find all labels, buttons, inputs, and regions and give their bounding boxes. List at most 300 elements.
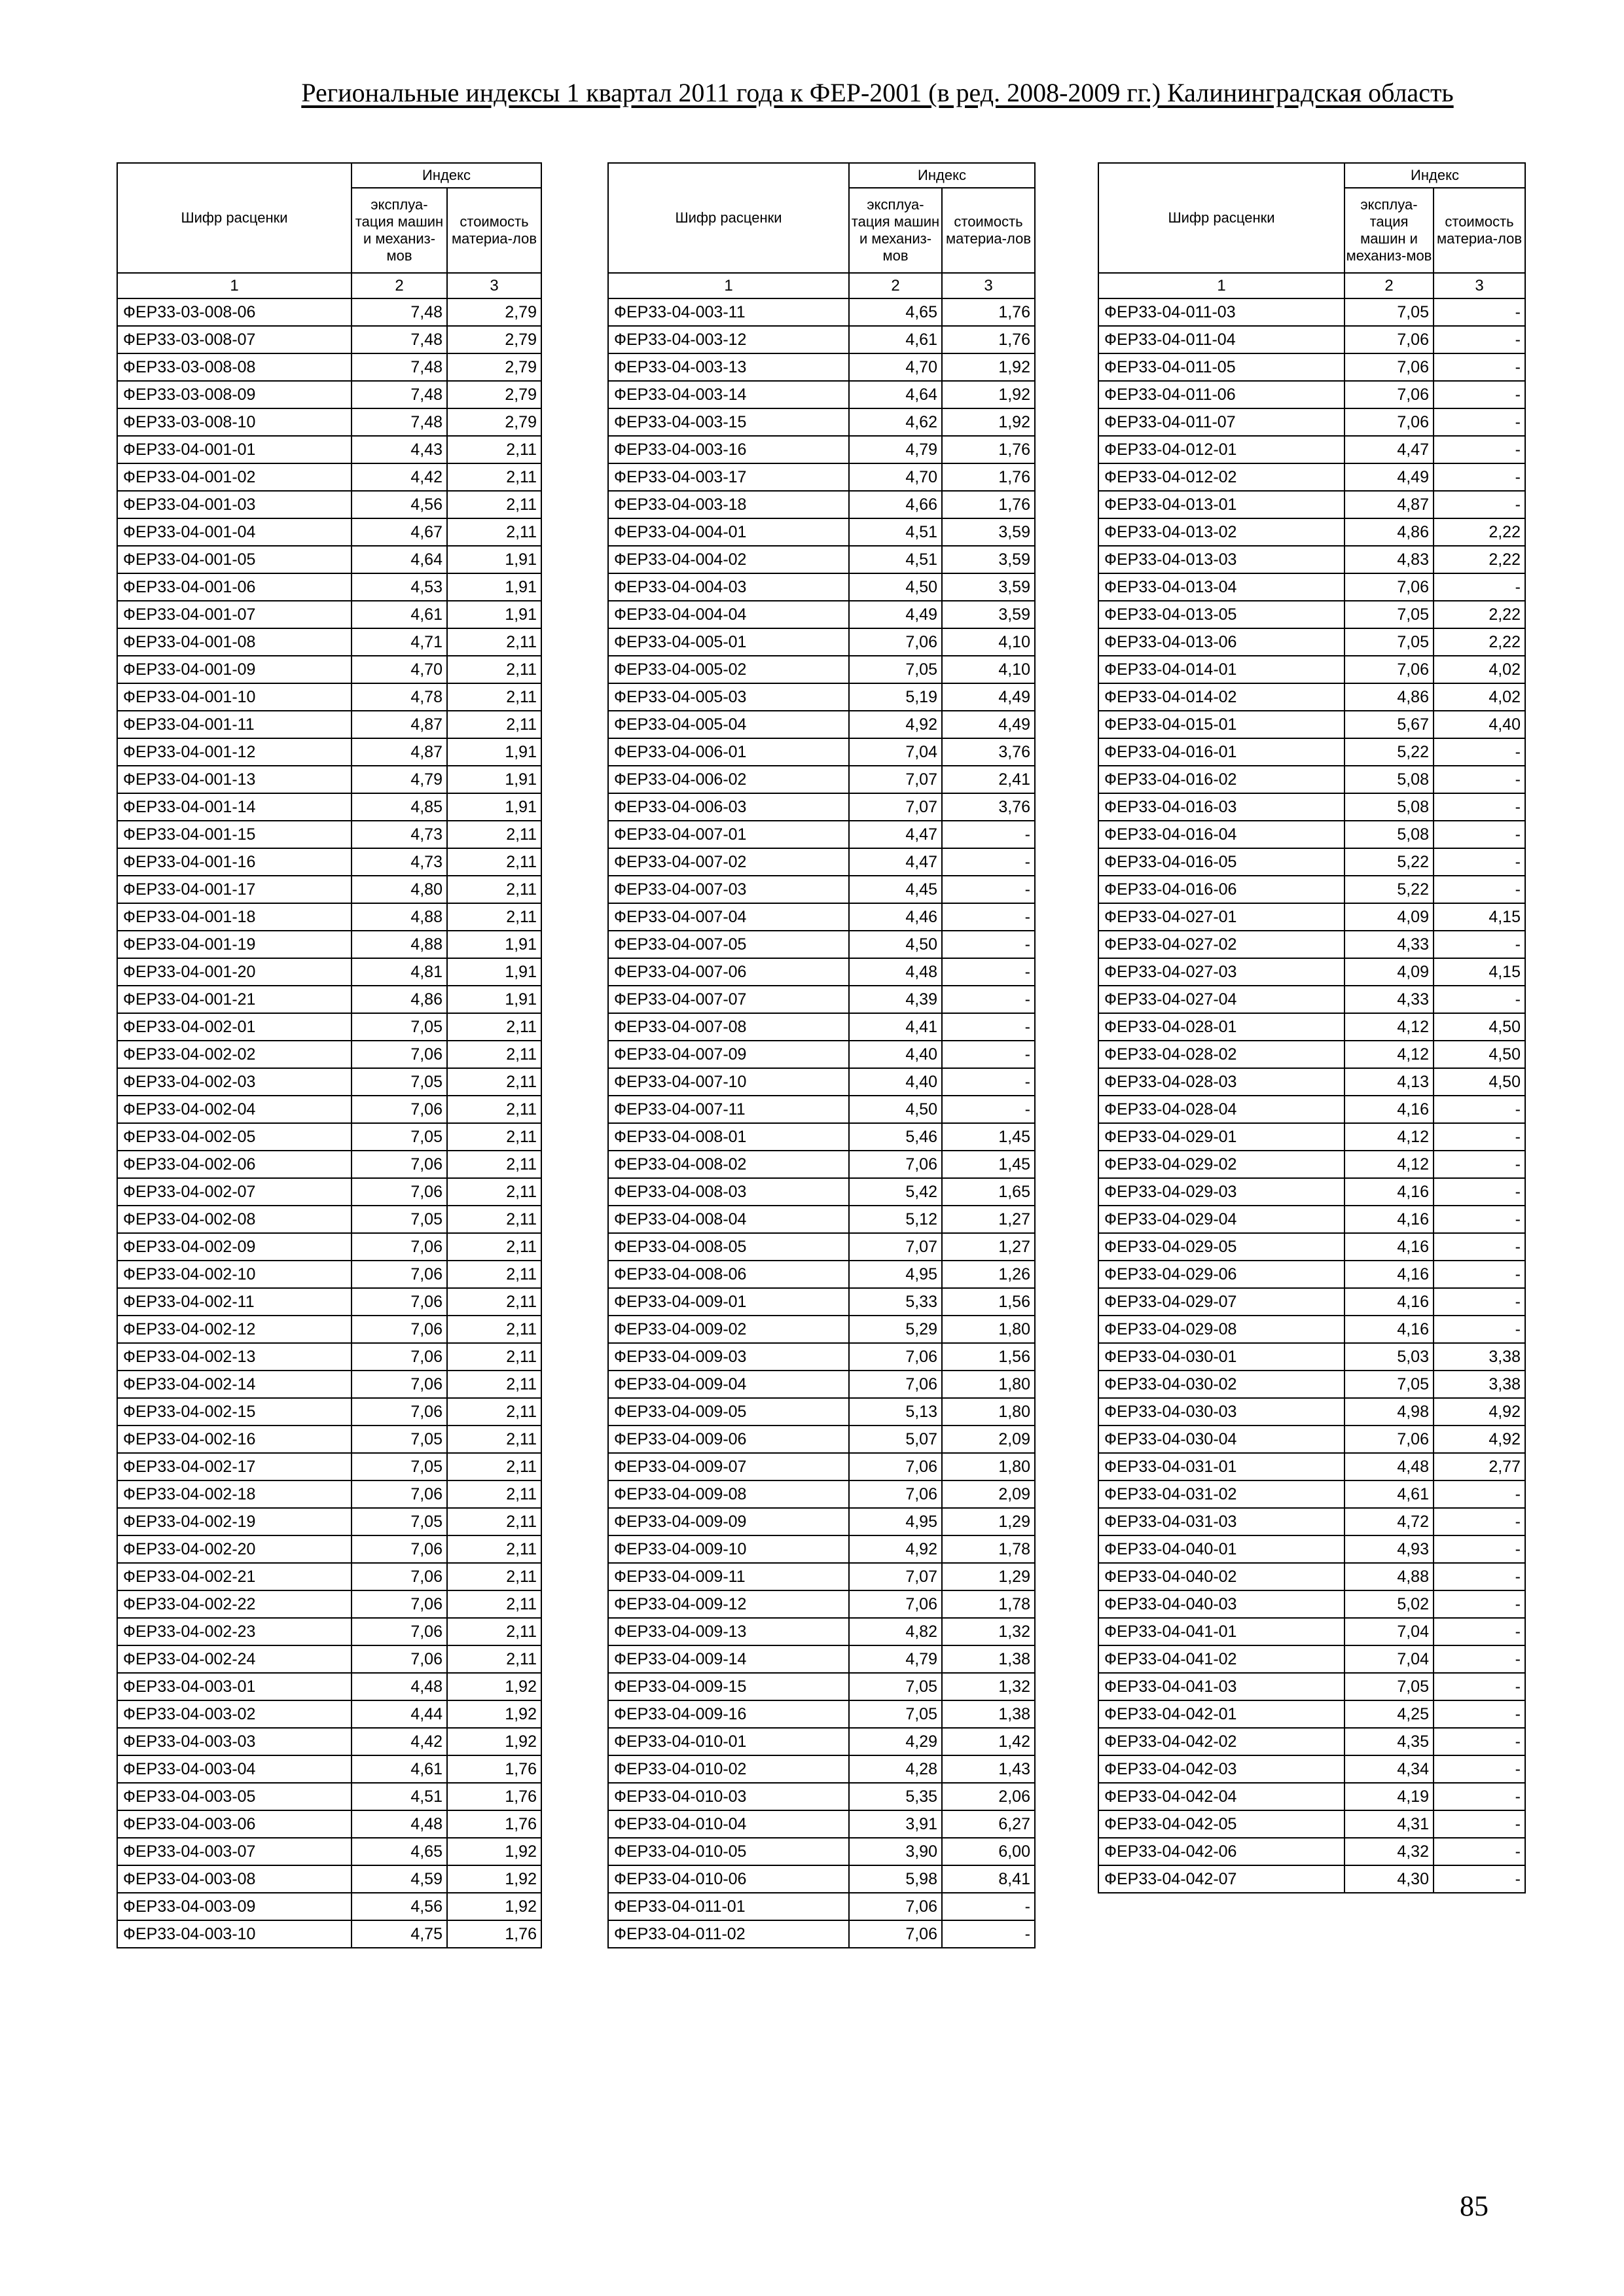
rate-code-cell: ФЕР33-04-002-09 bbox=[117, 1233, 352, 1261]
rate-code-cell: ФЕР33-04-009-03 bbox=[608, 1343, 849, 1371]
machines-index-cell: 7,06 bbox=[352, 1535, 447, 1563]
machines-index-cell: 4,56 bbox=[352, 1893, 447, 1920]
machines-index-cell: 7,06 bbox=[352, 1233, 447, 1261]
machines-index-cell: 7,05 bbox=[352, 1013, 447, 1041]
machines-index-cell: 4,71 bbox=[352, 628, 447, 656]
table-row bbox=[117, 1288, 541, 1316]
machines-index-cell: 4,16 bbox=[1344, 1096, 1434, 1123]
rate-code-cell: ФЕР33-04-002-02 bbox=[117, 1041, 352, 1068]
machines-index-cell: 4,33 bbox=[1344, 931, 1434, 958]
machines-index-cell: 7,05 bbox=[1344, 1371, 1434, 1398]
machines-index-cell: 7,05 bbox=[849, 1700, 942, 1728]
table-row bbox=[1098, 1453, 1525, 1480]
rate-code-cell: ФЕР33-04-009-07 bbox=[608, 1453, 849, 1480]
rate-code-cell: ФЕР33-04-001-03 bbox=[117, 491, 352, 518]
machines-index-cell: 4,95 bbox=[849, 1261, 942, 1288]
materials-index-cell: 2,79 bbox=[447, 298, 541, 326]
machines-index-cell: 4,98 bbox=[1344, 1398, 1434, 1426]
table-row bbox=[1098, 1041, 1525, 1068]
machines-index-cell: 7,07 bbox=[849, 1233, 942, 1261]
materials-index-cell: 3,76 bbox=[942, 793, 1035, 821]
machines-index-cell: 7,04 bbox=[849, 738, 942, 766]
machines-index-cell: 4,13 bbox=[1344, 1068, 1434, 1096]
rate-code-cell: ФЕР33-04-016-03 bbox=[1098, 793, 1344, 821]
machines-index-cell: 5,67 bbox=[1344, 711, 1434, 738]
machines-index-cell: 4,50 bbox=[849, 931, 942, 958]
materials-index-cell: 2,11 bbox=[447, 628, 541, 656]
machines-index-cell: 4,19 bbox=[1344, 1783, 1434, 1810]
table-row bbox=[117, 1480, 541, 1508]
rate-code-cell: ФЕР33-04-006-03 bbox=[608, 793, 849, 821]
materials-index-cell: 1,91 bbox=[447, 601, 541, 628]
machines-index-cell: 7,06 bbox=[352, 1151, 447, 1178]
materials-index-cell: 1,78 bbox=[942, 1590, 1035, 1618]
materials-index-cell: - bbox=[1434, 1288, 1525, 1316]
machines-index-cell: 7,06 bbox=[352, 1316, 447, 1343]
rate-code-cell: ФЕР33-04-003-15 bbox=[608, 408, 849, 436]
materials-index-cell: - bbox=[1434, 298, 1525, 326]
header-machines: эксплуа-тация машин и механиз-мов bbox=[352, 188, 447, 273]
rate-code-cell: ФЕР33-04-013-04 bbox=[1098, 573, 1344, 601]
machines-index-cell: 7,05 bbox=[352, 1426, 447, 1453]
machines-index-cell: 4,50 bbox=[849, 1096, 942, 1123]
table-row bbox=[608, 463, 1035, 491]
rate-code-cell: ФЕР33-04-003-07 bbox=[117, 1838, 352, 1865]
machines-index-cell: 5,98 bbox=[849, 1865, 942, 1893]
header-index: Индекс bbox=[849, 163, 1035, 188]
rate-code-cell: ФЕР33-04-002-14 bbox=[117, 1371, 352, 1398]
materials-index-cell: 2,11 bbox=[447, 1480, 541, 1508]
table-row bbox=[117, 1563, 541, 1590]
page-number: 85 bbox=[1460, 2190, 1489, 2222]
materials-index-cell: 2,11 bbox=[447, 1535, 541, 1563]
rate-code-cell: ФЕР33-04-040-03 bbox=[1098, 1590, 1344, 1618]
rate-code-cell: ФЕР33-04-007-09 bbox=[608, 1041, 849, 1068]
table-row bbox=[1098, 1426, 1525, 1453]
materials-index-cell: 2,11 bbox=[447, 1371, 541, 1398]
table-row bbox=[608, 491, 1035, 518]
materials-index-cell: 2,11 bbox=[447, 1013, 541, 1041]
machines-index-cell: 4,92 bbox=[849, 711, 942, 738]
rate-code-cell: ФЕР33-04-041-03 bbox=[1098, 1673, 1344, 1700]
machines-index-cell: 7,06 bbox=[352, 1371, 447, 1398]
materials-index-cell: 1,91 bbox=[447, 986, 541, 1013]
table-row bbox=[117, 958, 541, 986]
table-row bbox=[608, 381, 1035, 408]
table-row bbox=[117, 1673, 541, 1700]
table-row bbox=[1098, 1783, 1525, 1810]
machines-index-cell: 7,05 bbox=[1344, 601, 1434, 628]
table-row bbox=[117, 1728, 541, 1755]
machines-index-cell: 4,12 bbox=[1344, 1123, 1434, 1151]
machines-index-cell: 4,49 bbox=[1344, 463, 1434, 491]
rate-code-cell: ФЕР33-04-001-18 bbox=[117, 903, 352, 931]
rate-code-cell: ФЕР33-04-001-07 bbox=[117, 601, 352, 628]
materials-index-cell: 1,91 bbox=[447, 958, 541, 986]
materials-index-cell: 8,41 bbox=[942, 1865, 1035, 1893]
materials-index-cell: 4,10 bbox=[942, 628, 1035, 656]
materials-index-cell: 1,38 bbox=[942, 1645, 1035, 1673]
table-row bbox=[608, 683, 1035, 711]
table-row bbox=[117, 601, 541, 628]
materials-index-cell: - bbox=[942, 1068, 1035, 1096]
machines-index-cell: 4,59 bbox=[352, 1865, 447, 1893]
materials-index-cell: 2,11 bbox=[447, 491, 541, 518]
rate-code-cell: ФЕР33-04-003-14 bbox=[608, 381, 849, 408]
rate-code-cell: ФЕР33-04-042-07 bbox=[1098, 1865, 1344, 1893]
table-row bbox=[1098, 1316, 1525, 1343]
materials-index-cell: 1,29 bbox=[942, 1563, 1035, 1590]
table-row bbox=[608, 1535, 1035, 1563]
machines-index-cell: 7,06 bbox=[1344, 326, 1434, 353]
materials-index-cell: 2,22 bbox=[1434, 601, 1525, 628]
machines-index-cell: 4,79 bbox=[849, 1645, 942, 1673]
machines-index-cell: 4,87 bbox=[1344, 491, 1434, 518]
rate-code-cell: ФЕР33-04-001-11 bbox=[117, 711, 352, 738]
materials-index-cell: 1,80 bbox=[942, 1371, 1035, 1398]
materials-index-cell: 2,11 bbox=[447, 1590, 541, 1618]
machines-index-cell: 4,16 bbox=[1344, 1261, 1434, 1288]
rate-code-cell: ФЕР33-04-001-19 bbox=[117, 931, 352, 958]
table-row bbox=[608, 1013, 1035, 1041]
table-row bbox=[1098, 408, 1525, 436]
machines-index-cell: 7,06 bbox=[352, 1096, 447, 1123]
materials-index-cell: - bbox=[942, 1013, 1035, 1041]
table-row bbox=[117, 1041, 541, 1068]
materials-index-cell: 1,32 bbox=[942, 1618, 1035, 1645]
rate-code-cell: ФЕР33-04-042-06 bbox=[1098, 1838, 1344, 1865]
materials-index-cell: - bbox=[942, 1893, 1035, 1920]
materials-index-cell: - bbox=[1434, 1865, 1525, 1893]
rate-code-cell: ФЕР33-04-009-14 bbox=[608, 1645, 849, 1673]
materials-index-cell: 2,11 bbox=[447, 1645, 541, 1673]
table-row bbox=[608, 1618, 1035, 1645]
header-machines: эксплуа-тация машин и механиз-мов bbox=[849, 188, 942, 273]
rate-code-cell: ФЕР33-04-001-15 bbox=[117, 821, 352, 848]
machines-index-cell: 4,16 bbox=[1344, 1178, 1434, 1206]
materials-index-cell: 3,76 bbox=[942, 738, 1035, 766]
machines-index-cell: 4,35 bbox=[1344, 1728, 1434, 1755]
rate-code-cell: ФЕР33-04-003-16 bbox=[608, 436, 849, 463]
table-row bbox=[1098, 1755, 1525, 1783]
materials-index-cell: - bbox=[1434, 381, 1525, 408]
rate-code-cell: ФЕР33-04-042-01 bbox=[1098, 1700, 1344, 1728]
machines-index-cell: 4,43 bbox=[352, 436, 447, 463]
materials-index-cell: 2,11 bbox=[447, 683, 541, 711]
machines-index-cell: 4,75 bbox=[352, 1920, 447, 1948]
materials-index-cell: - bbox=[1434, 436, 1525, 463]
rate-code-cell: ФЕР33-04-002-13 bbox=[117, 1343, 352, 1371]
rate-code-cell: ФЕР33-04-002-22 bbox=[117, 1590, 352, 1618]
table-row bbox=[1098, 1535, 1525, 1563]
rate-code-cell: ФЕР33-04-003-10 bbox=[117, 1920, 352, 1948]
table-row bbox=[1098, 1563, 1525, 1590]
rate-code-cell: ФЕР33-04-028-03 bbox=[1098, 1068, 1344, 1096]
table-row bbox=[117, 491, 541, 518]
machines-index-cell: 4,45 bbox=[849, 876, 942, 903]
machines-index-cell: 4,39 bbox=[849, 986, 942, 1013]
header-index: Индекс bbox=[1344, 163, 1525, 188]
table-row bbox=[1098, 298, 1525, 326]
table-row bbox=[117, 353, 541, 381]
rate-code-cell: ФЕР33-04-002-05 bbox=[117, 1123, 352, 1151]
machines-index-cell: 4,51 bbox=[849, 546, 942, 573]
rate-code-cell: ФЕР33-04-002-15 bbox=[117, 1398, 352, 1426]
table-row bbox=[1098, 683, 1525, 711]
rate-code-cell: ФЕР33-04-005-03 bbox=[608, 683, 849, 711]
machines-index-cell: 7,06 bbox=[352, 1178, 447, 1206]
table-row bbox=[608, 1041, 1035, 1068]
header-col-num-2: 2 bbox=[1344, 273, 1434, 298]
rate-code-cell: ФЕР33-04-009-08 bbox=[608, 1480, 849, 1508]
table-row bbox=[1098, 436, 1525, 463]
rate-code-cell: ФЕР33-04-042-04 bbox=[1098, 1783, 1344, 1810]
rate-code-cell: ФЕР33-04-030-04 bbox=[1098, 1426, 1344, 1453]
table-row bbox=[117, 1123, 541, 1151]
rate-code-cell: ФЕР33-04-002-04 bbox=[117, 1096, 352, 1123]
materials-index-cell: 1,92 bbox=[942, 353, 1035, 381]
materials-index-cell: - bbox=[1434, 1590, 1525, 1618]
materials-index-cell: 1,92 bbox=[447, 1700, 541, 1728]
header-col-num-1: 1 bbox=[117, 273, 352, 298]
rate-code-cell: ФЕР33-04-006-01 bbox=[608, 738, 849, 766]
machines-index-cell: 4,61 bbox=[352, 601, 447, 628]
rate-code-cell: ФЕР33-04-009-15 bbox=[608, 1673, 849, 1700]
materials-index-cell: 2,11 bbox=[447, 1316, 541, 1343]
machines-index-cell: 7,05 bbox=[352, 1206, 447, 1233]
header-materials: стоимость материа-лов bbox=[942, 188, 1035, 273]
table-row bbox=[1098, 1480, 1525, 1508]
table-row bbox=[1098, 1206, 1525, 1233]
machines-index-cell: 7,06 bbox=[352, 1261, 447, 1288]
rate-code-cell: ФЕР33-04-011-03 bbox=[1098, 298, 1344, 326]
rate-code-cell: ФЕР33-04-013-06 bbox=[1098, 628, 1344, 656]
rate-code-cell: ФЕР33-04-004-02 bbox=[608, 546, 849, 573]
table-row bbox=[117, 1426, 541, 1453]
table-row bbox=[117, 1755, 541, 1783]
machines-index-cell: 4,73 bbox=[352, 848, 447, 876]
rate-code-cell: ФЕР33-04-002-08 bbox=[117, 1206, 352, 1233]
table-row bbox=[1098, 1508, 1525, 1535]
rate-code-cell: ФЕР33-04-027-02 bbox=[1098, 931, 1344, 958]
materials-index-cell: 1,42 bbox=[942, 1728, 1035, 1755]
table-row bbox=[608, 793, 1035, 821]
table-body bbox=[608, 298, 1035, 1948]
materials-index-cell: - bbox=[1434, 1261, 1525, 1288]
materials-index-cell: 1,32 bbox=[942, 1673, 1035, 1700]
rate-code-cell: ФЕР33-04-002-23 bbox=[117, 1618, 352, 1645]
header-index: Индекс bbox=[352, 163, 541, 188]
materials-index-cell: 2,11 bbox=[447, 436, 541, 463]
materials-index-cell: 2,11 bbox=[447, 1151, 541, 1178]
table-row bbox=[1098, 518, 1525, 546]
rate-code-cell: ФЕР33-04-002-10 bbox=[117, 1261, 352, 1288]
materials-index-cell: - bbox=[942, 931, 1035, 958]
rate-code-cell: ФЕР33-04-003-04 bbox=[117, 1755, 352, 1783]
table-row bbox=[608, 1398, 1035, 1426]
machines-index-cell: 4,86 bbox=[1344, 683, 1434, 711]
materials-index-cell: - bbox=[1434, 1755, 1525, 1783]
table-row bbox=[1098, 766, 1525, 793]
materials-index-cell: - bbox=[1434, 1728, 1525, 1755]
materials-index-cell: - bbox=[1434, 1645, 1525, 1673]
materials-index-cell: 1,56 bbox=[942, 1288, 1035, 1316]
table-row bbox=[608, 1233, 1035, 1261]
materials-index-cell: 2,79 bbox=[447, 353, 541, 381]
rate-code-cell: ФЕР33-04-003-03 bbox=[117, 1728, 352, 1755]
table-row bbox=[608, 903, 1035, 931]
materials-index-cell: - bbox=[942, 876, 1035, 903]
materials-index-cell: 4,92 bbox=[1434, 1398, 1525, 1426]
materials-index-cell: - bbox=[1434, 326, 1525, 353]
table-row bbox=[608, 848, 1035, 876]
machines-index-cell: 4,34 bbox=[1344, 1755, 1434, 1783]
table-row bbox=[608, 1068, 1035, 1096]
rate-code-cell: ФЕР33-04-002-07 bbox=[117, 1178, 352, 1206]
machines-index-cell: 5,22 bbox=[1344, 738, 1434, 766]
materials-index-cell: 2,11 bbox=[447, 1261, 541, 1288]
materials-index-cell: 1,65 bbox=[942, 1178, 1035, 1206]
machines-index-cell: 7,05 bbox=[352, 1123, 447, 1151]
machines-index-cell: 7,06 bbox=[1344, 1426, 1434, 1453]
materials-index-cell: 2,41 bbox=[942, 766, 1035, 793]
table-column-2 bbox=[607, 162, 1036, 1948]
table-row bbox=[1098, 903, 1525, 931]
table-row bbox=[117, 766, 541, 793]
table-row bbox=[117, 573, 541, 601]
rate-code-cell: ФЕР33-04-009-10 bbox=[608, 1535, 849, 1563]
machines-index-cell: 5,08 bbox=[1344, 766, 1434, 793]
machines-index-cell: 4,56 bbox=[352, 491, 447, 518]
index-table bbox=[117, 162, 542, 1948]
rate-code-cell: ФЕР33-04-040-02 bbox=[1098, 1563, 1344, 1590]
rate-code-cell: ФЕР33-04-011-01 bbox=[608, 1893, 849, 1920]
table-row bbox=[1098, 381, 1525, 408]
rate-code-cell: ФЕР33-04-001-14 bbox=[117, 793, 352, 821]
table-row bbox=[1098, 463, 1525, 491]
table-row bbox=[608, 326, 1035, 353]
materials-index-cell: 2,11 bbox=[447, 518, 541, 546]
rate-code-cell: ФЕР33-04-009-11 bbox=[608, 1563, 849, 1590]
table-row bbox=[117, 876, 541, 903]
table-row bbox=[1098, 546, 1525, 573]
table-row bbox=[1098, 1700, 1525, 1728]
machines-index-cell: 7,05 bbox=[849, 656, 942, 683]
table-row bbox=[117, 1810, 541, 1838]
rate-code-cell: ФЕР33-04-008-06 bbox=[608, 1261, 849, 1288]
machines-index-cell: 7,06 bbox=[352, 1645, 447, 1673]
machines-index-cell: 4,47 bbox=[849, 848, 942, 876]
rate-code-cell: ФЕР33-04-027-01 bbox=[1098, 903, 1344, 931]
machines-index-cell: 3,91 bbox=[849, 1810, 942, 1838]
materials-index-cell: 1,80 bbox=[942, 1316, 1035, 1343]
machines-index-cell: 7,48 bbox=[352, 408, 447, 436]
machines-index-cell: 7,06 bbox=[352, 1618, 447, 1645]
materials-index-cell: 4,10 bbox=[942, 656, 1035, 683]
machines-index-cell: 5,03 bbox=[1344, 1343, 1434, 1371]
machines-index-cell: 7,07 bbox=[849, 766, 942, 793]
machines-index-cell: 4,61 bbox=[849, 326, 942, 353]
rate-code-cell: ФЕР33-04-007-05 bbox=[608, 931, 849, 958]
rate-code-cell: ФЕР33-04-014-02 bbox=[1098, 683, 1344, 711]
rate-code-cell: ФЕР33-04-029-08 bbox=[1098, 1316, 1344, 1343]
header-code: Шифр расценки bbox=[117, 163, 352, 273]
table-row bbox=[117, 1893, 541, 1920]
machines-index-cell: 7,06 bbox=[352, 1563, 447, 1590]
table-row bbox=[1098, 958, 1525, 986]
rate-code-cell: ФЕР33-04-029-03 bbox=[1098, 1178, 1344, 1206]
materials-index-cell: 4,50 bbox=[1434, 1041, 1525, 1068]
table-row bbox=[608, 1453, 1035, 1480]
rate-code-cell: ФЕР33-04-029-01 bbox=[1098, 1123, 1344, 1151]
machines-index-cell: 4,30 bbox=[1344, 1865, 1434, 1893]
table-row bbox=[608, 1123, 1035, 1151]
rate-code-cell: ФЕР33-04-013-01 bbox=[1098, 491, 1344, 518]
machines-index-cell: 4,61 bbox=[352, 1755, 447, 1783]
rate-code-cell: ФЕР33-04-002-06 bbox=[117, 1151, 352, 1178]
rate-code-cell: ФЕР33-04-003-18 bbox=[608, 491, 849, 518]
materials-index-cell: - bbox=[942, 848, 1035, 876]
rate-code-cell: ФЕР33-04-015-01 bbox=[1098, 711, 1344, 738]
rate-code-cell: ФЕР33-04-001-05 bbox=[117, 546, 352, 573]
materials-index-cell: 1,80 bbox=[942, 1453, 1035, 1480]
machines-index-cell: 4,92 bbox=[849, 1535, 942, 1563]
machines-index-cell: 7,06 bbox=[849, 1453, 942, 1480]
table-body bbox=[117, 298, 541, 1948]
table-row bbox=[608, 958, 1035, 986]
machines-index-cell: 5,13 bbox=[849, 1398, 942, 1426]
table-row bbox=[608, 656, 1035, 683]
materials-index-cell: 1,92 bbox=[447, 1673, 541, 1700]
machines-index-cell: 4,65 bbox=[849, 298, 942, 326]
materials-index-cell: - bbox=[942, 1041, 1035, 1068]
table-row bbox=[117, 1233, 541, 1261]
machines-index-cell: 4,87 bbox=[352, 738, 447, 766]
table-row bbox=[1098, 986, 1525, 1013]
table-row bbox=[117, 1590, 541, 1618]
materials-index-cell: - bbox=[1434, 1810, 1525, 1838]
materials-index-cell: - bbox=[1434, 931, 1525, 958]
materials-index-cell: 2,11 bbox=[447, 848, 541, 876]
machines-index-cell: 4,62 bbox=[849, 408, 942, 436]
rate-code-cell: ФЕР33-04-029-05 bbox=[1098, 1233, 1344, 1261]
table-row bbox=[608, 1865, 1035, 1893]
machines-index-cell: 4,40 bbox=[849, 1041, 942, 1068]
rate-code-cell: ФЕР33-04-009-05 bbox=[608, 1398, 849, 1426]
table-row bbox=[1098, 1288, 1525, 1316]
machines-index-cell: 4,67 bbox=[352, 518, 447, 546]
table-row bbox=[117, 463, 541, 491]
table-row bbox=[117, 1618, 541, 1645]
machines-index-cell: 7,06 bbox=[849, 1590, 942, 1618]
table-row bbox=[1098, 1068, 1525, 1096]
materials-index-cell: 4,15 bbox=[1434, 903, 1525, 931]
machines-index-cell: 4,40 bbox=[849, 1068, 942, 1096]
machines-index-cell: 4,48 bbox=[849, 958, 942, 986]
table-row bbox=[1098, 656, 1525, 683]
materials-index-cell: 4,40 bbox=[1434, 711, 1525, 738]
index-table bbox=[607, 162, 1036, 1948]
header-col-num-2: 2 bbox=[849, 273, 942, 298]
machines-index-cell: 4,16 bbox=[1344, 1206, 1434, 1233]
rate-code-cell: ФЕР33-04-011-02 bbox=[608, 1920, 849, 1948]
machines-index-cell: 7,05 bbox=[1344, 628, 1434, 656]
rate-code-cell: ФЕР33-04-002-01 bbox=[117, 1013, 352, 1041]
table-row bbox=[117, 1261, 541, 1288]
materials-index-cell: 1,76 bbox=[447, 1755, 541, 1783]
materials-index-cell: - bbox=[942, 958, 1035, 986]
machines-index-cell: 3,90 bbox=[849, 1838, 942, 1865]
